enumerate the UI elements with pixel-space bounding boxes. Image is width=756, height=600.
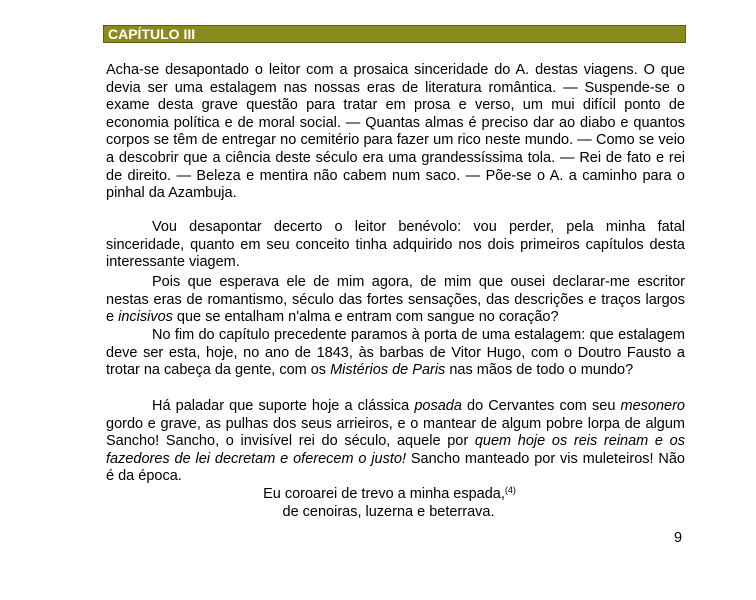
body-paragraph-2 [106,274,685,327]
text-run: gordo e grave, as pulhas dos seus arrieiros, e o mantear de algum pobre lorpa de algum Sancho! Sancho, o invisível rei do século, aquele por [106,415,685,450]
italic-run: quem hoje os reis reinam e os fazedores de lei decretam e oferecem o justo! [106,433,685,467]
italic-run: posada [414,398,462,414]
body-paragraph-1: Vou desapontar decerto o leitor benévolo: vou perder, pela minha fatal sinceridade, quanto em seu conceito tinha adquirido nos dois primeiros capítulos desta interessante viagem. [106,219,685,271]
text-run: Pois que esperava ele de mim agora, de mim que ousei declarar-me escritor nestas eras de romantismo, século das fortes sensações, das descrições e traços largos e [106,274,685,326]
verse-line-1 [94,486,685,504]
chapter-title: CAPÍTULO III [108,26,196,42]
verse-text: Eu coroarei de trevo a minha espada, [263,486,505,502]
page-number: 9 [674,530,683,546]
footnote-reference[interactable]: (4) [504,485,516,495]
text-run: do Cervantes com seu [461,398,621,414]
italic-run: incisivos [118,309,173,326]
text-run: Sancho manteado por vis muleteiros! Não é da época. [106,450,685,485]
text-run: nas mãos de todo o mundo? [445,362,634,379]
verse-block [106,486,685,521]
body-paragraph-4 [106,398,685,486]
text-run: No fim do capítulo precedente paramos à porta de uma estalagem: que estalagem deve ser esta, hoje, no ano de 1843, às barbas de Vitor Hugo, com o Doutro Fausto a trotar na cabeça da gente, com os [106,327,685,379]
body-paragraph-3 [106,327,685,380]
chapter-summary-paragraph: Acha-se desapontado o leitor com a prosaica sinceridade do A. destas viagens. O que devia ser uma estalagem nas nossas eras de literatura romântica. — Suspende-se o exame desta grave questão para tratar em prosa e verso, um mui difícil ponto de economia política e de moral social. — Quantas almas é preciso dar ao diabo e quantos corpos se têm de entregar no cemitério para fazer um rico neste mundo. — Como se veio a descobrir que a ciência deste século era uma grandessíssima tola. — Rei de fato e rei de direito. — Beleza e mentira não cabem num saco. — Põe-se o A. a caminho para o pinhal da Azambuja. [106,62,685,202]
italic-run: Mistérios de Paris [330,362,446,379]
verse-line-2: de cenoiras, luzerna e beterrava. [282,503,495,520]
text-run: que se entalham n'alma e entram com sangue no coração? [172,309,559,326]
italic-run: mesonero [620,398,685,414]
chapter-header-bar [103,25,686,43]
text-run: Há paladar que suporte hoje a clássica [152,398,415,414]
